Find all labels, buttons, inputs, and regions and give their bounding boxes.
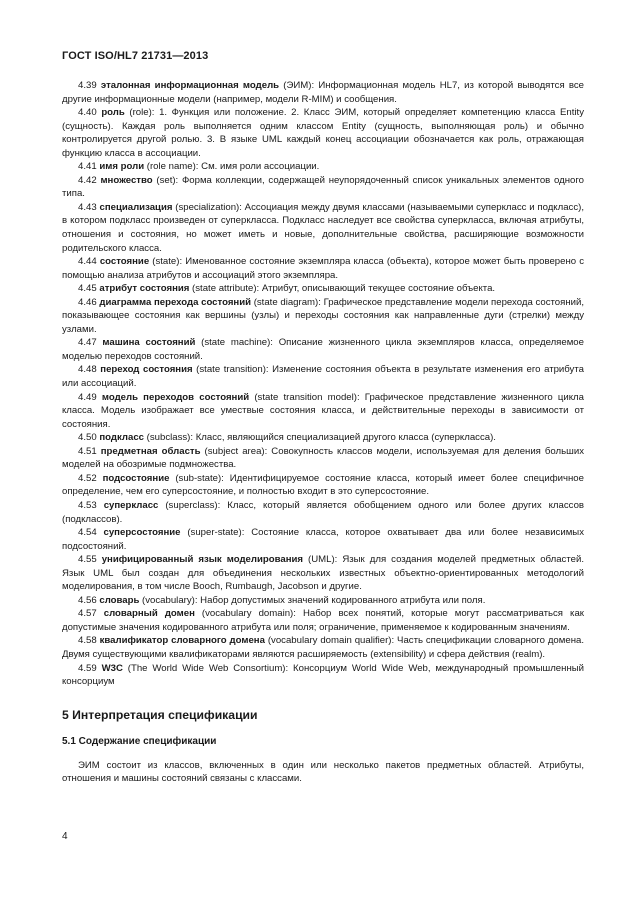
definition-item bbox=[62, 526, 584, 553]
definition-text: (state): Именованное состояние экземпляра класса (объекта), которое может быть проверено с помощью анализа атрибутов и ассоциаций этого экземпляра. bbox=[62, 256, 585, 281]
definition-item bbox=[62, 445, 584, 472]
definition-term: машина состояний bbox=[102, 337, 196, 349]
definition-term: переход состояния bbox=[100, 364, 193, 376]
definition-item bbox=[62, 607, 584, 634]
definition-item bbox=[62, 79, 584, 106]
definition-term: множество bbox=[100, 174, 153, 186]
definition-item bbox=[62, 160, 584, 174]
definition-term: W3C bbox=[101, 662, 123, 674]
definition-term: предметная область bbox=[100, 445, 201, 457]
definition-text: (state transition model): Графическое представление жизненного цикла класса. Модель изображает все умествые состояния класса, и действительные переходы в зависимости от состояния. bbox=[62, 391, 584, 430]
definition-term: специализация bbox=[99, 201, 173, 213]
definition-item bbox=[62, 431, 584, 445]
document-header: ГОСТ ISO/HL7 21731—2013 bbox=[62, 50, 209, 62]
definition-number: 4.46 bbox=[78, 296, 97, 308]
definition-text: (set): Форма коллекции, содержащей неупорядоченный список уникальных элементов одного типа. bbox=[62, 174, 584, 200]
definition-number: 4.45 bbox=[78, 283, 97, 295]
definition-number: 4.55 bbox=[78, 554, 97, 566]
definition-text: (UML): Язык для создания моделей предметных областей. Язык UML был создан для объединения нескольких известных объектно-ориентированных методологий моделирования, в том числе Booch, Rumbaugh, Jacobson и другие. bbox=[62, 554, 584, 593]
definition-item bbox=[62, 553, 584, 594]
definition-text: (super-state): Состояние класса, которое охватывает два или более независимых подсостояний. bbox=[62, 527, 584, 552]
subsection-title: 5.1 Содержание спецификации bbox=[62, 735, 217, 747]
definition-number: 4.40 bbox=[78, 107, 97, 119]
definitions-list bbox=[62, 79, 584, 689]
definition-item bbox=[62, 296, 584, 337]
definition-text: (role): 1. Функция или положение. 2. Класс ЭИМ, который определяет компетенцию класса Entity (сущность). Каждая роль выполняется одним классом Entity (сущность, выполняющая роль) и обычно контролируется другой ролью. 3. В языке UML каждый конец ассоциации обозначается как роль, отражающая функцию класса в ассоциации. bbox=[62, 107, 585, 159]
definition-number: 4.50 bbox=[78, 432, 97, 444]
definition-text: (vocabulary): Набор допустимых значений кодированного атрибута или поля. bbox=[139, 594, 486, 606]
definition-term: состояние bbox=[99, 256, 150, 268]
definition-term: эталонная информационная модель bbox=[100, 80, 280, 91]
definition-item bbox=[62, 174, 584, 201]
definition-term: словарь bbox=[99, 594, 140, 606]
definition-text: (state attribute): Атрибут, описывающий текущее состояние объекта. bbox=[189, 283, 496, 295]
definition-term: модель переходов состояний bbox=[101, 391, 250, 403]
definition-text: (sub-state): Идентифицируемое состояние класса, который имеет более специфичное определение, чем его суперсостояние, и полностью входит в это суперсостояние. bbox=[62, 472, 584, 498]
definition-number: 4.51 bbox=[78, 445, 97, 457]
definition-term: суперсостояние bbox=[103, 527, 181, 539]
page-number: 4 bbox=[62, 831, 68, 842]
definition-term: имя роли bbox=[99, 161, 145, 173]
definition-term: унифицированный язык моделирования bbox=[101, 554, 303, 566]
definition-number: 4.52 bbox=[78, 472, 97, 484]
definition-number: 4.59 bbox=[78, 662, 97, 674]
definition-item bbox=[62, 472, 584, 499]
definition-term: подкласс bbox=[99, 432, 144, 444]
definition-item bbox=[62, 662, 584, 689]
definition-number: 4.44 bbox=[78, 256, 97, 268]
definition-text: (subclass): Класс, являющийся специализацией другого класса (суперкласса). bbox=[144, 432, 496, 444]
definition-term: атрибут состояния bbox=[99, 283, 190, 295]
definition-term: словарный домен bbox=[103, 608, 195, 620]
definition-term: роль bbox=[101, 107, 125, 119]
definition-text: (specialization): Ассоциация между двумя классами (называемыми суперкласс и подкласс), в котором подкласс произведен от суперкласса. Подкласс наследует все свойства суперкласса, включая атрибуты, отношения и состояния, но может иметь и новые, дополнительные свойства, расширяющие возможности родительского класса. bbox=[62, 201, 584, 254]
definition-number: 4.54 bbox=[78, 527, 97, 539]
definition-term: подсостояние bbox=[102, 472, 170, 484]
definition-number: 4.48 bbox=[78, 364, 97, 376]
definition-text: (vocabulary domain): Набор всех понятий, которые могут рассматриваться как допустимые значения кодированного атрибута или поля; ограничение, применяемое к кодированным значениям. bbox=[62, 608, 584, 633]
definition-item bbox=[62, 255, 584, 282]
definition-item bbox=[62, 106, 584, 160]
definition-number: 4.39 bbox=[78, 80, 97, 91]
definition-item bbox=[62, 282, 584, 296]
definition-number: 4.47 bbox=[78, 337, 97, 349]
definition-text: (state diagram): Графическое представление модели перехода состояний, показывающее состояния как вершины (узлы) и переходы состояния как направленные дуги (стрелки) между узлами. bbox=[62, 296, 585, 335]
definition-text: (superclass): Класс, который является обобщением одного или более других классов (подклассов). bbox=[62, 499, 584, 525]
definition-number: 4.42 bbox=[78, 174, 97, 186]
definition-item bbox=[62, 391, 584, 432]
definition-text: (state machine): Описание жизненного цикла экземпляров класса, определяемое моделью переходов состояний. bbox=[62, 337, 584, 362]
definition-text: (role name): См. имя роли ассоциации. bbox=[144, 161, 320, 173]
definition-number: 4.56 bbox=[78, 594, 97, 606]
definition-text: (vocabulary domain qualifier): Часть спецификации словарного домена. Двумя существующими квалификаторами являются расширяемость (extensibility) и сфера действия (realm). bbox=[62, 635, 584, 660]
definition-text: (subject area): Совокупность классов модели, используемая для деления больших моделей на обозримые подмножества. bbox=[62, 445, 584, 471]
definition-term: диаграмма перехода состояний bbox=[99, 296, 252, 308]
definition-text: (The World Wide Web Consortium): Консорциум World Wide Web, международный промышленный консорциум bbox=[62, 662, 584, 688]
definition-number: 4.53 bbox=[78, 499, 97, 511]
definition-number: 4.41 bbox=[78, 161, 97, 173]
definition-number: 4.43 bbox=[78, 201, 97, 213]
definition-item bbox=[62, 201, 584, 255]
definition-item bbox=[62, 634, 584, 661]
definition-item bbox=[62, 499, 584, 526]
definition-text: (state transition): Изменение состояния объекта в результате изменения его атрибута или ассоциаций. bbox=[62, 364, 584, 390]
definition-text: (ЭИМ): Информационная модель HL7, из которой выводятся все другие информационные модели (например, модели R-MIM) и сообщения. bbox=[62, 80, 584, 105]
definition-number: 4.57 bbox=[78, 608, 97, 620]
definition-term: квалификатор словарного домена bbox=[99, 635, 265, 647]
definition-item bbox=[62, 363, 584, 390]
definition-term: суперкласс bbox=[103, 499, 159, 511]
definition-item bbox=[62, 594, 584, 608]
body-paragraph: ЭИМ состоит из классов, включенных в один или несколько пакетов предметных областей. Атрибуты, отношения и машины состояний связаны с классами. bbox=[62, 759, 584, 785]
definition-number: 4.49 bbox=[78, 391, 97, 403]
page-content bbox=[62, 79, 584, 786]
section-title: 5 Интерпретация спецификации bbox=[62, 707, 258, 722]
definition-item bbox=[62, 336, 584, 363]
definition-number: 4.58 bbox=[78, 635, 97, 647]
